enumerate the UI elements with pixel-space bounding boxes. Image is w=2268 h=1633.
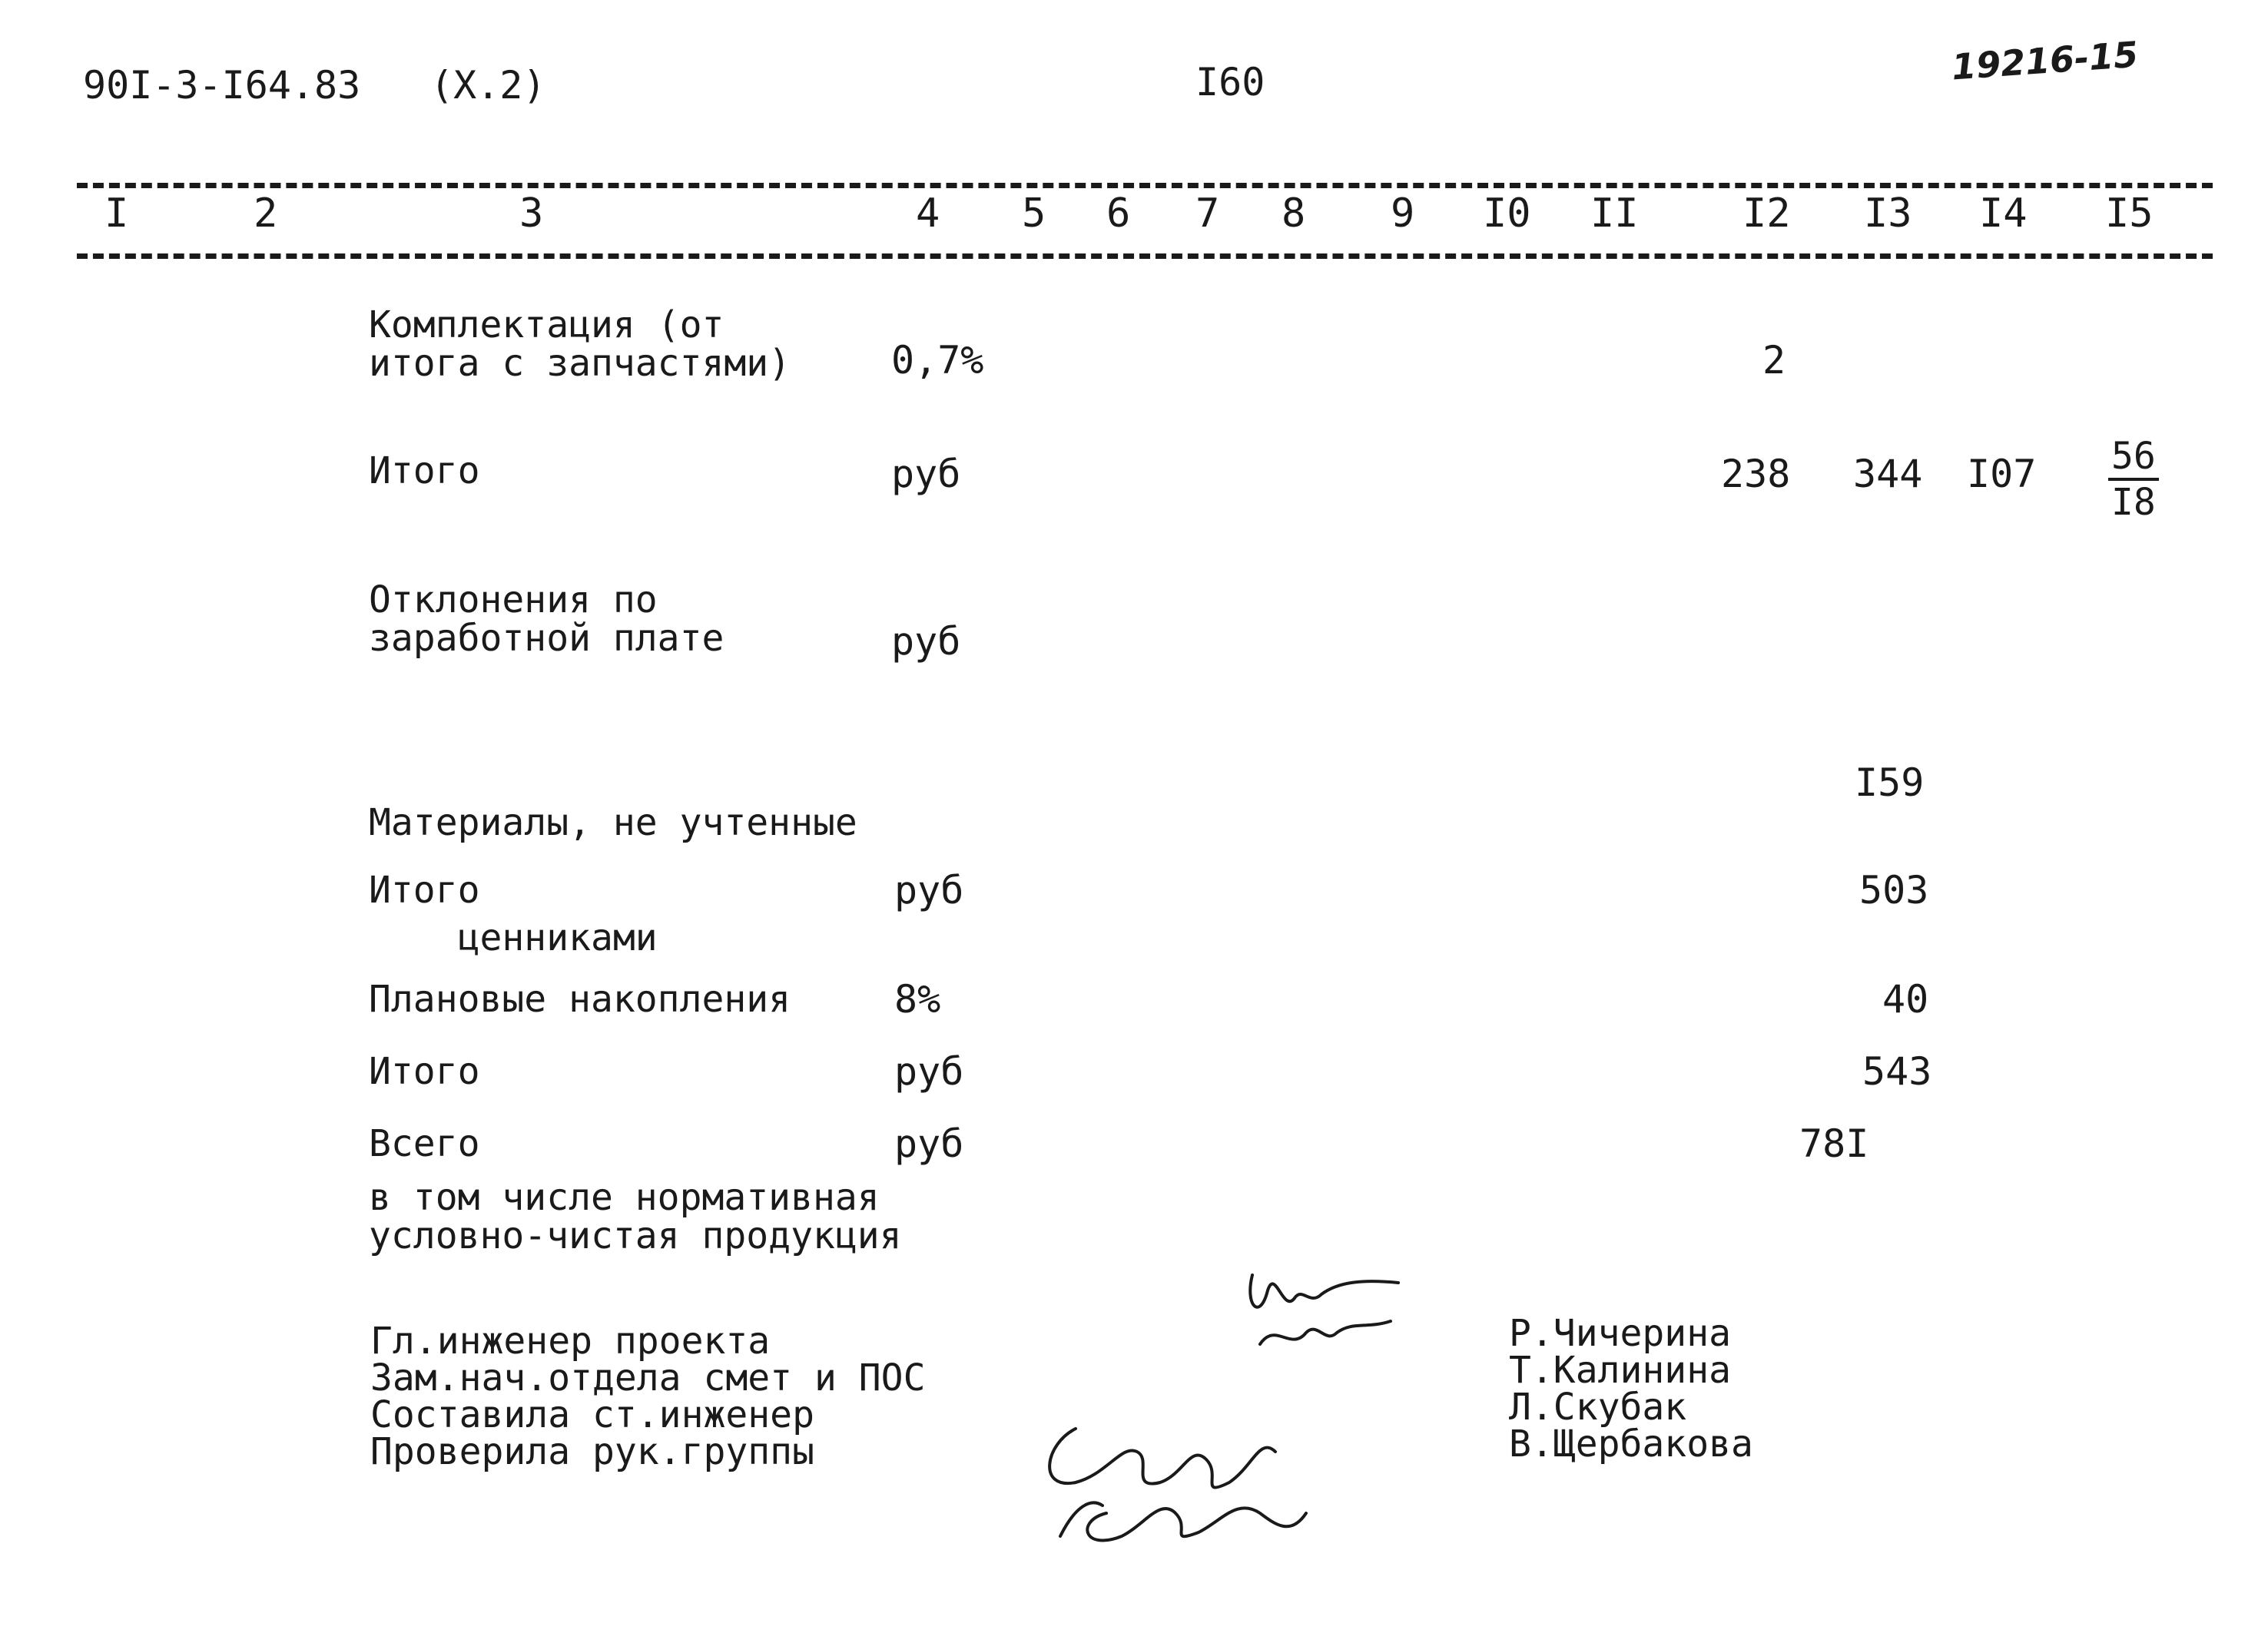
grand-total: 78I xyxy=(1799,1121,1869,1166)
cell-col13: 344 xyxy=(1853,452,1923,496)
row-description: Итого xyxy=(369,449,480,492)
cell-col15-fraction xyxy=(2108,435,2159,524)
cell-col13: I59 xyxy=(1855,760,1925,805)
handwritten-signatures xyxy=(1030,1260,1429,1552)
column-header: I2 xyxy=(1742,190,1791,237)
column-header: 5 xyxy=(1022,190,1046,237)
cell-col13: 543 xyxy=(1862,1049,1932,1094)
header-top-rule xyxy=(77,183,2213,188)
row-unit: руб xyxy=(894,1049,964,1094)
signature-name: В.Щербакова xyxy=(1509,1423,1753,1466)
column-header: I4 xyxy=(1979,190,2028,237)
doc-code: 90I-3-I64.83 xyxy=(83,63,361,108)
column-header: 3 xyxy=(519,190,544,237)
fraction-denominator: I8 xyxy=(2111,481,2156,524)
signature-roles xyxy=(370,1320,926,1473)
signature-names xyxy=(1509,1312,1753,1466)
column-header: 7 xyxy=(1195,190,1220,237)
row-unit: руб xyxy=(894,1121,964,1166)
row-unit: руб xyxy=(891,619,961,664)
row-unit: руб xyxy=(891,452,961,496)
doc-section: (X.2) xyxy=(430,63,546,108)
column-header: 8 xyxy=(1282,190,1306,237)
row-description: Плановые накопления xyxy=(369,978,791,1021)
cell-col12: 238 xyxy=(1721,452,1791,496)
page-number: I60 xyxy=(1195,60,1265,104)
row-description: Комплектация (от итога с запчастями) xyxy=(369,303,791,385)
fraction-numerator: 56 xyxy=(2108,435,2159,481)
column-header: 4 xyxy=(916,190,940,237)
column-header: I3 xyxy=(1864,190,1912,237)
signature-role: Проверила рук.группы xyxy=(370,1430,814,1473)
column-header: I5 xyxy=(2105,190,2154,237)
row-description: Итого xyxy=(369,869,480,912)
row-unit: 8% xyxy=(894,977,941,1022)
row-description: в том числе нормативная условно-чистая продукция xyxy=(369,1176,902,1257)
header-bottom-rule xyxy=(77,253,2213,259)
column-header: II xyxy=(1590,190,1639,237)
row-description: Итого xyxy=(369,1050,480,1093)
signature-name: Л.Скубак xyxy=(1509,1386,1687,1429)
column-header: 6 xyxy=(1106,190,1131,237)
cell-col13: 40 xyxy=(1882,977,1929,1022)
row-unit: 0,7% xyxy=(891,338,984,383)
column-header: 9 xyxy=(1391,190,1415,237)
row-unit: руб xyxy=(894,868,964,913)
archive-number: 19216-15 xyxy=(1950,33,2140,88)
row-description: Материалы, не учтенные ценниками xyxy=(369,801,857,959)
cell-col13: 503 xyxy=(1859,868,1929,913)
signature-role: Гл.инженер проекта xyxy=(370,1320,771,1363)
cell-col14: I07 xyxy=(1967,452,2037,496)
column-header: 2 xyxy=(254,190,278,237)
signature-name: Р.Чичерина xyxy=(1509,1312,1731,1355)
signature-role: Составила ст.инженер xyxy=(370,1393,814,1436)
row-description: Всего xyxy=(369,1122,480,1165)
cell-col12: 2 xyxy=(1762,338,1786,383)
column-header: I xyxy=(104,190,129,237)
signature-role: Зам.нач.отдела смет и ПОС xyxy=(370,1356,926,1399)
column-header: I0 xyxy=(1483,190,1531,237)
row-description: Отклонения по заработной плате xyxy=(369,578,724,660)
signature-name: Т.Калинина xyxy=(1509,1349,1731,1392)
